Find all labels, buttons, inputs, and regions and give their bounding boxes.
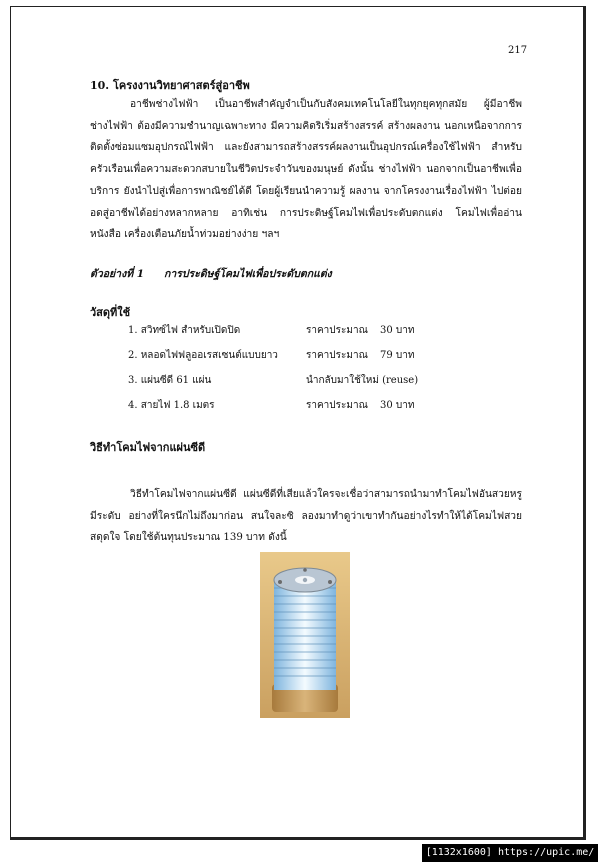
section-title: 10. โครงงานวิทยาศาสตร์สู่อาชีพ <box>90 79 250 92</box>
example-label: ตัวอย่างที่ 1 <box>90 268 145 280</box>
intro-paragraph <box>90 94 522 246</box>
material-amount: 30 บาท <box>380 400 415 411</box>
material-amount: 79 บาท <box>380 350 415 361</box>
method-heading: วิธีทำโคมไฟจากแผ่นซีดี <box>90 441 206 454</box>
materials-heading: วัสดุที่ใช้ <box>90 306 131 319</box>
method-paragraph-text: วิธีทำโคมไฟจากแผ่นซีดี แผ่นซีดีที่เสียแล้วใครจะเชื่อว่าสามารถนำมาทำโคมไฟอันสวยหรูมีระดับ อย่างที่ใครนึกไม่ถึงมาก่อน สนใจละซิ ลองมาทำดูว่าเขาทำกันอย่างไรทำให้ได้โคมไฟสวยสดุดใจ โดยใช้ต้นทุนประมาณ 139 บาท ดังนี้ <box>90 489 522 544</box>
page-number: 217 <box>508 45 528 56</box>
material-name: 4. สายไฟ 1.8 เมตร <box>128 400 215 411</box>
material-price-label: ราคาประมาณ <box>306 350 368 361</box>
watermark: [1132x1600] https://upic.me/ <box>422 844 598 862</box>
cd-lamp-photo <box>260 552 350 718</box>
material-price-label: ราคาประมาณ <box>306 400 368 411</box>
material-name: 3. แผ่นซีดี 61 แผ่น <box>128 375 212 386</box>
material-price-label: ราคาประมาณ <box>306 325 368 336</box>
example-heading <box>90 265 332 282</box>
material-price-label: นำกลับมาใช้ใหม่ (reuse) <box>306 375 419 386</box>
material-name: 1. สวิทซ์ไฟ สำหรับเปิดปิด <box>128 325 241 336</box>
material-name: 2. หลอดไฟฟลูออเรสเซนต์แบบยาว <box>128 350 278 361</box>
method-paragraph <box>90 484 522 549</box>
material-amount: 30 บาท <box>380 325 415 336</box>
example-title: การประดิษฐ์โคมไฟเพื่อประดับตกแต่ง <box>164 268 332 280</box>
intro-paragraph-text: อาชีพช่างไฟฟ้า เป็นอาชีพสำคัญจำเป็นกับสังคมเทคโนโลยีในทุกยุคทุกสมัย ผู้มีอาชีพช่างไฟฟ้า ต้องมีความชำนาญเฉพาะทาง มีความคิดริเริ่มสร้างสรรค์ สร้างผลงาน นอกเหนือจากการติดตั้งซ่อมแซมอุปกรณ์ไฟฟ้า และยังสามารถสร้างสรรค์ผลงานเป็นอุปกรณ์เครื่องใช้ไฟฟ้า สำหรับครัวเรือนเพื่อความสะดวกสบายในชีวิตประจำวันของมนุษย์ ดังนั้น ช่างไฟฟ้า นอกจากเป็นอาชีพเพื่อบริการ ยังนำไปสู่เพื่อการพาณิชย์ได้ดี โดยผู้เรียนนำความรู้ ผลงาน จากโครงงานเรื่องไฟฟ้า ไปต่อยอดสู่อาชีพได้อย่างหลากหลาย อาทิเช่น การประดิษฐ์โคมไฟเพื่อประดับตกแต่ง โคมไฟเพื่ออ่านหนังสือ เครื่องเตือนภัยน้ำท่วมอย่างง่าย ฯลฯ <box>90 99 522 241</box>
